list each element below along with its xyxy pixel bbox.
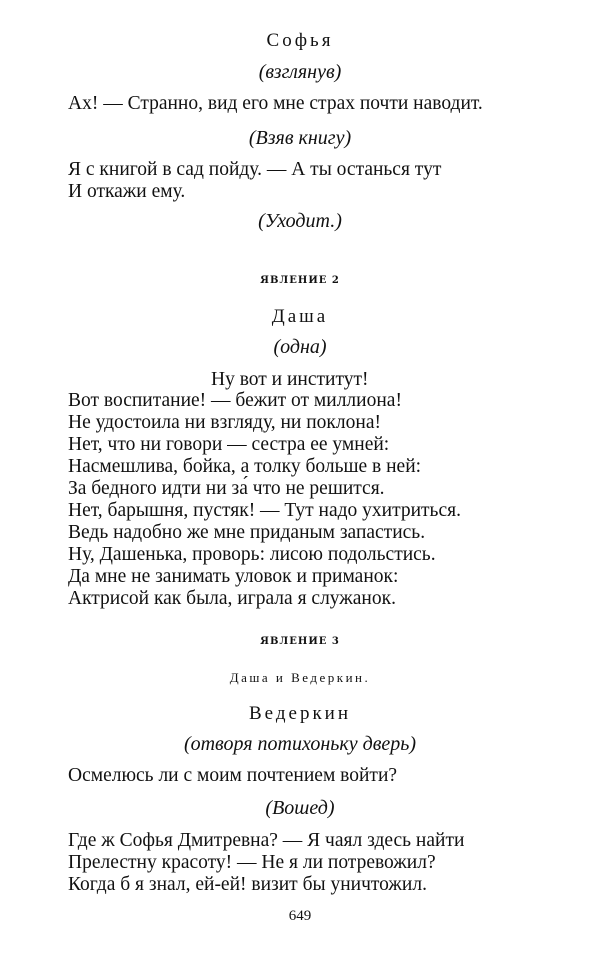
verse-line: Ну вот и институт! (211, 369, 369, 390)
scene-persons: Даша и Ведеркин. (229, 670, 371, 685)
stage-direction-entered: (Вошед) (265, 797, 335, 819)
verse-line: Ведь надобно же мне приданым запастись. (68, 522, 426, 543)
verse-line: Прелестну красоту! — Не я ли потревожил? (68, 852, 436, 873)
verse-line: Осмелюсь ли с моим почтением войти? (68, 765, 398, 786)
verse-line: Не удостоила ни взгляду, ни поклона! (68, 412, 381, 433)
verse-stanza (68, 830, 464, 896)
verse-line: Актрисой как была, играла я служанок. (68, 588, 396, 609)
verse-line: Когда б я знал, ей-ей! визит бы уничтожил. (68, 874, 427, 895)
verse-line: Ну, Дашенька, проворь: лисою подольстись. (68, 544, 436, 565)
stage-direction-taking-book: (Взяв книгу) (248, 127, 352, 149)
verse-line: Да мне не занимать уловок и приманок: (68, 566, 399, 587)
verse-line: Где ж Софья Дмитревна? — Я чаял здесь найти (68, 830, 465, 851)
stage-direction-alone: (одна) (273, 336, 327, 358)
speaker-dasha: Даша (271, 306, 329, 327)
verse-line: За бедного идти ни за́ что не решится. (68, 478, 385, 499)
page-number: 649 (288, 908, 312, 924)
speaker-sofya: Софья (266, 30, 334, 51)
stage-direction-glancing: (взглянув) (258, 61, 342, 83)
verse-line: Насмешлива, бойка, а толку больше в ней: (68, 456, 422, 477)
verse-line: Я с книгой в сад пойду. — А ты останься тут (68, 159, 442, 180)
verse-line: И откажи ему. (68, 181, 186, 202)
verse-line: Нет, барышня, пустяк! — Тут надо ухитриться. (68, 500, 461, 521)
scene-heading-3: ЯВЛЕНИЕ 3 (260, 636, 340, 647)
speaker-vederkin: Ведеркин (248, 703, 352, 724)
stage-direction-opening-door: (отворя потихоньку дверь) (183, 733, 417, 755)
verse-stanza (68, 159, 441, 203)
verse-line: Нет, что ни говори — сестра ее умней: (68, 434, 390, 455)
stage-direction-exits: (Уходит.) (258, 210, 342, 232)
verse-line: Ах! — Странно, вид его мне страх почти наводит. (68, 93, 483, 114)
scene-heading-2: ЯВЛЕНИЕ 2 (260, 275, 340, 286)
verse-line: Вот воспитание! — бежит от миллиона! (68, 390, 402, 411)
verse-stanza (68, 390, 461, 610)
